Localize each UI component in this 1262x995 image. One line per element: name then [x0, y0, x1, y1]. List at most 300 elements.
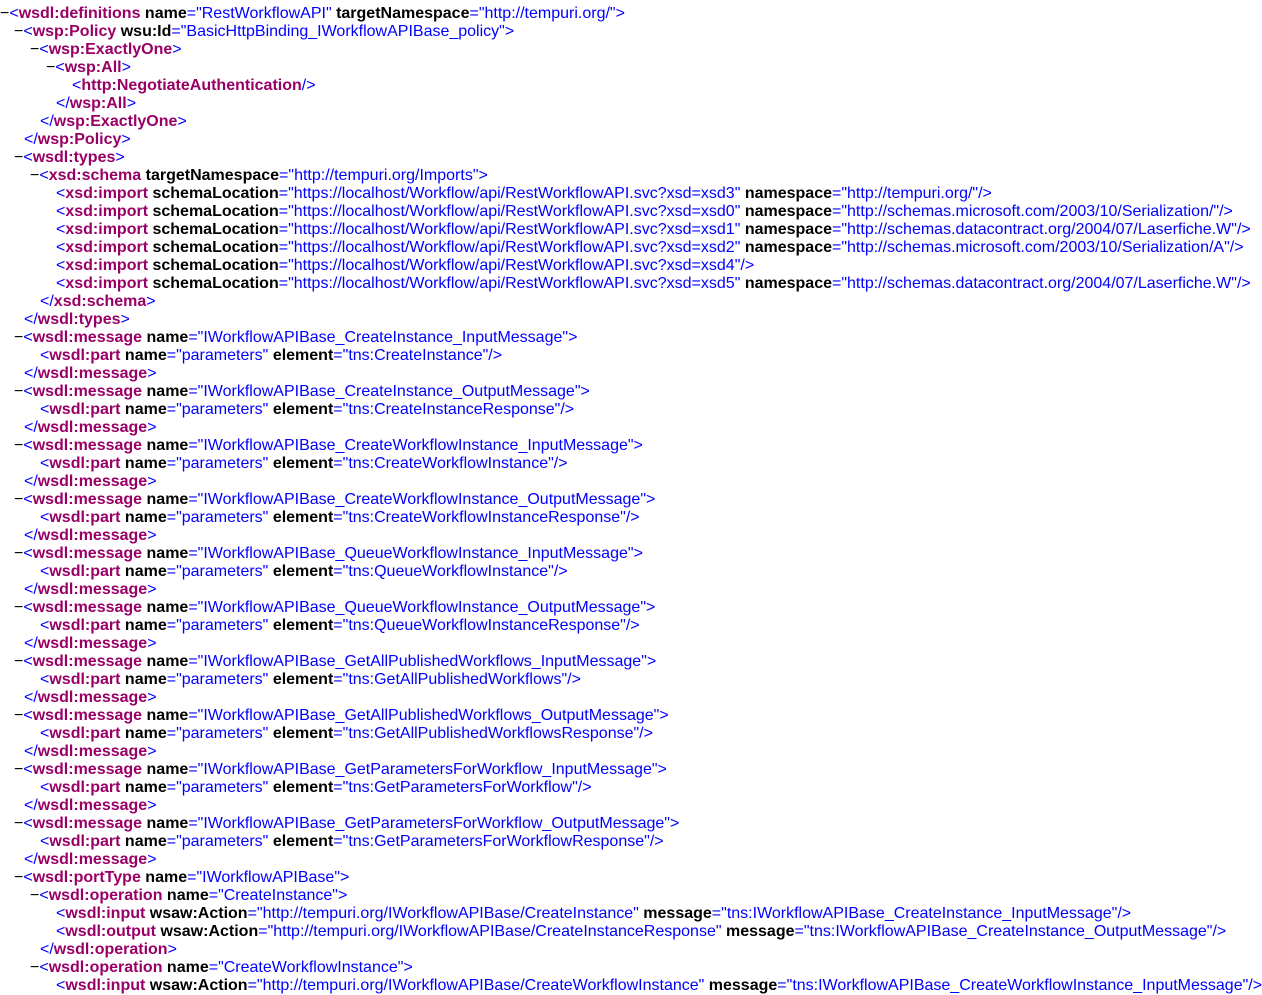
element-tag-name: wsp:ExactlyOne — [48, 41, 173, 58]
element-tag-name: wsdl:message — [37, 527, 148, 544]
attribute-value: http://tempuri.org/IWorkflowAPIBase/CreateInstanceResponse — [273, 923, 716, 940]
attribute-name: name — [124, 779, 167, 796]
attribute-name: element — [272, 617, 334, 634]
tag-open-bracket: </ — [24, 311, 38, 328]
xml-line — [0, 329, 1231, 347]
tag-open-bracket: </ — [24, 797, 38, 814]
attribute-quote: " — [574, 383, 581, 400]
attribute-value: parameters — [181, 347, 263, 364]
element-tag-name: xsd:schema — [53, 293, 147, 310]
attribute-equals: =" — [333, 617, 349, 634]
attribute-quote: " — [633, 725, 640, 742]
attribute-quote: " — [633, 905, 639, 922]
tag-close-bracket: > — [646, 491, 656, 508]
attribute-quote: " — [548, 455, 554, 472]
xml-line — [0, 275, 1251, 293]
attribute-equals: =" — [279, 167, 295, 184]
collapse-toggle-icon[interactable]: − — [14, 869, 24, 886]
xml-line — [0, 653, 1231, 671]
attribute-quote: " — [262, 401, 269, 418]
attribute-equals: =" — [278, 221, 294, 238]
attribute-equals: =" — [794, 923, 810, 940]
attribute-quote: " — [262, 617, 269, 634]
attribute-equals: =" — [247, 977, 263, 994]
xml-line — [0, 401, 1231, 419]
tag-open-bracket: < — [56, 905, 66, 922]
attribute-equals: =" — [188, 545, 204, 562]
tag-open-bracket: < — [56, 257, 66, 274]
element-tag-name: wsdl:definitions — [18, 5, 141, 22]
collapse-toggle-icon[interactable]: − — [14, 653, 24, 670]
attribute-name: name — [124, 401, 167, 418]
attribute-name: name — [146, 437, 189, 454]
attribute-equals: =" — [188, 761, 204, 778]
tag-open-bracket: < — [40, 347, 50, 364]
attribute-value: IWorkflowAPIBase — [202, 869, 335, 886]
element-tag-name: wsdl:message — [37, 365, 148, 382]
attribute-name: element — [272, 401, 334, 418]
attribute-value: tns:GetAllPublishedWorkflows — [348, 671, 562, 688]
attribute-name: element — [272, 725, 334, 742]
attribute-value: http://tempuri.org/ — [484, 5, 610, 22]
tag-close-bracket: > — [146, 293, 156, 310]
collapse-toggle-icon[interactable]: − — [0, 5, 10, 22]
attribute-equals: =" — [333, 779, 349, 796]
tag-open-bracket: < — [23, 149, 33, 166]
tag-close-bracket: /> — [1248, 977, 1262, 994]
xml-line — [0, 257, 1231, 275]
attribute-equals: =" — [208, 887, 224, 904]
attribute-name: element — [272, 347, 334, 364]
attribute-quote: " — [620, 509, 626, 526]
element-tag-name: wsdl:message — [37, 581, 148, 598]
attribute-name: element — [272, 833, 334, 850]
collapse-toggle-icon[interactable]: − — [14, 23, 24, 40]
attribute-value: tns:CreateWorkflowInstance — [348, 455, 549, 472]
element-tag-name: wsdl:input — [65, 977, 146, 994]
attribute-equals: =" — [166, 617, 182, 634]
attribute-equals: =" — [333, 455, 349, 472]
xml-line — [0, 725, 1231, 743]
attribute-name: schemaLocation — [152, 221, 279, 238]
attribute-quote: " — [1231, 275, 1237, 292]
attribute-equals: =" — [171, 23, 187, 40]
collapse-toggle-icon[interactable]: − — [14, 761, 24, 778]
attribute-name: name — [124, 509, 167, 526]
element-tag-name: wsdl:part — [49, 833, 121, 850]
tag-close-bracket: /> — [625, 617, 640, 634]
attribute-value: IWorkflowAPIBase_CreateWorkflowInstance_OutputMessage — [203, 491, 641, 508]
element-tag-name: wsdl:message — [32, 329, 143, 346]
attribute-name: namespace — [744, 221, 832, 238]
tag-close-bracket: > — [177, 113, 187, 130]
attribute-name: name — [146, 653, 189, 670]
xml-line — [0, 41, 1231, 59]
element-tag-name: wsdl:message — [32, 545, 143, 562]
attribute-equals: =" — [333, 563, 349, 580]
attribute-value: parameters — [181, 833, 263, 850]
tag-open-bracket: < — [23, 491, 33, 508]
tag-close-bracket: > — [478, 167, 488, 184]
tag-open-bracket: < — [39, 959, 49, 976]
attribute-equals: =" — [166, 509, 182, 526]
attribute-name: schemaLocation — [152, 239, 279, 256]
element-tag-name: wsdl:operation — [53, 941, 168, 958]
collapse-toggle-icon[interactable]: − — [30, 959, 40, 976]
attribute-name: schemaLocation — [152, 185, 279, 202]
attribute-equals: =" — [333, 671, 349, 688]
element-tag-name: xsd:import — [65, 239, 149, 256]
attribute-equals: =" — [278, 203, 294, 220]
tag-open-bracket: < — [23, 23, 33, 40]
xml-line — [0, 221, 1251, 239]
attribute-quote: " — [262, 347, 269, 364]
collapse-toggle-icon[interactable]: − — [30, 167, 40, 184]
attribute-name: element — [272, 563, 334, 580]
element-tag-name: wsdl:part — [49, 725, 121, 742]
xml-line — [0, 959, 1231, 977]
attribute-value: http://tempuri.org/IWorkflowAPIBase/CreateInstance — [262, 905, 634, 922]
attribute-quote: " — [262, 833, 269, 850]
attribute-equals: =" — [188, 599, 204, 616]
attribute-name: element — [272, 671, 334, 688]
xml-line — [0, 77, 1231, 95]
tag-open-bracket: </ — [40, 113, 54, 130]
element-tag-name: xsd:import — [65, 221, 149, 238]
attribute-value: tns:GetParametersForWorkflow — [348, 779, 573, 796]
attribute-equals: =" — [166, 779, 182, 796]
tag-close-bracket: > — [147, 851, 157, 868]
attribute-equals: =" — [166, 347, 182, 364]
collapse-toggle-icon[interactable]: − — [14, 599, 24, 616]
xml-line — [0, 545, 1231, 563]
tag-open-bracket: </ — [24, 851, 38, 868]
xml-line — [0, 419, 1231, 437]
element-tag-name: wsdl:part — [49, 509, 121, 526]
collapse-toggle-icon[interactable]: − — [14, 707, 24, 724]
attribute-value: tns:CreateWorkflowInstanceResponse — [348, 509, 621, 526]
attribute-equals: =" — [188, 329, 204, 346]
attribute-name: targetNamespace — [336, 5, 470, 22]
tag-open-bracket: < — [56, 977, 66, 994]
attribute-equals: =" — [166, 563, 182, 580]
attribute-name: namespace — [744, 185, 832, 202]
attribute-value: IWorkflowAPIBase_CreateWorkflowInstance_InputMessage — [203, 437, 628, 454]
attribute-value: BasicHttpBinding_IWorkflowAPIBase_policy — [186, 23, 500, 40]
tag-close-bracket: /> — [1117, 905, 1132, 922]
attribute-quote: " — [262, 455, 269, 472]
tag-open-bracket: < — [40, 455, 50, 472]
attribute-value: https://localhost/Workflow/api/RestWorkflowAPI.svc?xsd=xsd3 — [293, 185, 735, 202]
element-tag-name: xsd:import — [65, 257, 149, 274]
tag-close-bracket: > — [633, 437, 643, 454]
xml-line — [0, 707, 1231, 725]
tag-open-bracket: < — [55, 59, 65, 76]
attribute-quote: " — [734, 221, 741, 238]
attribute-equals: =" — [187, 869, 203, 886]
tag-open-bracket: </ — [24, 527, 38, 544]
attribute-name: wsu:Id — [120, 23, 172, 40]
attribute-name: schemaLocation — [152, 257, 279, 274]
attribute-name: element — [272, 509, 334, 526]
element-tag-name: wsdl:types — [32, 149, 116, 166]
attribute-equals: =" — [247, 905, 263, 922]
collapse-toggle-icon[interactable]: − — [14, 383, 24, 400]
element-tag-name: wsdl:message — [37, 851, 148, 868]
attribute-name: name — [166, 887, 209, 904]
element-tag-name: wsdl:types — [37, 311, 121, 328]
attribute-value: https://localhost/Workflow/api/RestWorkflowAPI.svc?xsd=xsd1 — [293, 221, 735, 238]
tag-close-bracket: > — [646, 599, 656, 616]
tag-close-bracket: /> — [740, 257, 755, 274]
tag-open-bracket: < — [9, 5, 19, 22]
tag-open-bracket: < — [40, 779, 50, 796]
attribute-equals: =" — [166, 725, 182, 742]
element-tag-name: wsdl:message — [37, 797, 148, 814]
attribute-name: message — [708, 977, 778, 994]
element-tag-name: wsdl:message — [37, 689, 148, 706]
xml-line — [0, 473, 1231, 491]
tag-open-bracket: < — [40, 401, 50, 418]
attribute-value: parameters — [181, 455, 263, 472]
xml-line — [0, 977, 1262, 995]
tag-open-bracket: < — [40, 725, 50, 742]
collapse-toggle-icon[interactable]: − — [46, 59, 56, 76]
collapse-toggle-icon[interactable]: − — [30, 41, 40, 58]
xml-line — [0, 527, 1231, 545]
element-tag-name: wsdl:message — [37, 743, 148, 760]
collapse-toggle-icon[interactable]: − — [14, 329, 24, 346]
tag-close-bracket: > — [121, 59, 131, 76]
attribute-quote: " — [1242, 977, 1249, 994]
xml-line — [0, 185, 1231, 203]
tag-close-bracket: /> — [1229, 239, 1244, 256]
attribute-value: http://schemas.datacontract.org/2004/07/Laserfiche.W — [847, 275, 1232, 292]
attribute-value: IWorkflowAPIBase_QueueWorkflowInstance_InputMessage — [203, 545, 628, 562]
xml-line — [0, 689, 1231, 707]
element-tag-name: wsdl:message — [32, 383, 143, 400]
xml-line — [0, 779, 1231, 797]
tag-close-bracket: > — [633, 545, 643, 562]
attribute-quote: " — [499, 23, 505, 40]
collapse-toggle-icon[interactable]: − — [30, 887, 40, 904]
attribute-equals: =" — [777, 977, 793, 994]
attribute-value: parameters — [181, 779, 263, 796]
tag-close-bracket: /> — [1236, 221, 1251, 238]
attribute-name: name — [146, 491, 189, 508]
attribute-value: parameters — [181, 725, 263, 742]
attribute-quote: " — [641, 653, 647, 670]
xml-line — [0, 5, 1231, 23]
tag-close-bracket: > — [172, 41, 182, 58]
tag-open-bracket: </ — [24, 635, 38, 652]
tag-close-bracket: > — [121, 131, 131, 148]
tag-close-bracket: > — [657, 761, 667, 778]
attribute-name: name — [144, 5, 187, 22]
xml-line — [0, 239, 1244, 257]
attribute-value: IWorkflowAPIBase_GetAllPublishedWorkflows_InputMessage — [203, 653, 642, 670]
tag-close-bracket: > — [147, 581, 157, 598]
attribute-name: message — [643, 905, 712, 922]
tag-open-bracket: </ — [40, 941, 54, 958]
element-tag-name: wsdl:part — [49, 401, 121, 418]
attribute-value: IWorkflowAPIBase_GetAllPublishedWorkflows_OutputMessage — [203, 707, 654, 724]
attribute-equals: =" — [333, 347, 349, 364]
attribute-quote: " — [262, 563, 269, 580]
xml-line — [0, 293, 1231, 311]
attribute-quote: " — [620, 617, 626, 634]
tag-close-bracket: > — [147, 743, 157, 760]
element-tag-name: wsdl:portType — [32, 869, 141, 886]
attribute-equals: =" — [166, 401, 182, 418]
tag-open-bracket: </ — [24, 473, 38, 490]
element-tag-name: wsdl:message — [37, 419, 148, 436]
attribute-quote: " — [698, 977, 705, 994]
tag-open-bracket: < — [56, 923, 66, 940]
xml-line — [0, 797, 1231, 815]
tag-close-bracket: > — [580, 383, 590, 400]
attribute-name: name — [124, 833, 167, 850]
attribute-value: CreateWorkflowInstance — [223, 959, 398, 976]
attribute-value: http://tempuri.org/IWorkflowAPIBase/CreateWorkflowInstance — [262, 977, 699, 994]
tag-open-bracket: </ — [40, 293, 54, 310]
element-tag-name: wsdl:input — [65, 905, 146, 922]
tag-close-bracket: > — [147, 473, 157, 490]
attribute-equals: =" — [166, 455, 182, 472]
element-tag-name: wsdl:message — [32, 599, 143, 616]
attribute-name: name — [124, 347, 167, 364]
attribute-value: tns:IWorkflowAPIBase_CreateInstance_OutputMessage — [809, 923, 1207, 940]
attribute-name: name — [124, 617, 167, 634]
tag-open-bracket: < — [56, 203, 66, 220]
attribute-quote: " — [332, 887, 338, 904]
attribute-value: IWorkflowAPIBase_GetParametersForWorkflow_OutputMessage — [203, 815, 665, 832]
attribute-name: name — [146, 599, 189, 616]
tag-close-bracket: /> — [1219, 203, 1233, 220]
tag-open-bracket: < — [40, 833, 50, 850]
tag-close-bracket: > — [120, 311, 130, 328]
attribute-quote: " — [715, 923, 722, 940]
xml-line — [0, 743, 1231, 761]
collapse-toggle-icon[interactable]: − — [14, 491, 24, 508]
attribute-value: tns:GetAllPublishedWorkflowsResponse — [348, 725, 634, 742]
attribute-quote: " — [734, 239, 741, 256]
xml-line — [0, 563, 1231, 581]
tag-close-bracket: > — [147, 635, 157, 652]
xml-line — [0, 365, 1231, 383]
tag-open-bracket: < — [23, 437, 33, 454]
element-tag-name: wsdl:message — [37, 635, 148, 652]
attribute-value: https://localhost/Workflow/api/RestWorkflowAPI.svc?xsd=xsd5 — [293, 275, 735, 292]
attribute-value: tns:CreateInstance — [348, 347, 483, 364]
attribute-equals: =" — [333, 509, 349, 526]
tag-close-bracket: /> — [1236, 275, 1251, 292]
element-tag-name: xsd:import — [65, 185, 149, 202]
attribute-value: IWorkflowAPIBase_CreateInstance_InputMessage — [203, 329, 563, 346]
attribute-quote: " — [1206, 923, 1213, 940]
attribute-name: namespace — [744, 203, 832, 220]
collapse-toggle-icon[interactable]: − — [14, 545, 24, 562]
collapse-toggle-icon[interactable]: − — [14, 815, 24, 832]
attribute-equals: =" — [832, 203, 848, 220]
tag-close-bracket: > — [147, 527, 157, 544]
tag-open-bracket: </ — [24, 743, 38, 760]
attribute-name: namespace — [744, 275, 832, 292]
attribute-name: name — [146, 815, 189, 832]
xml-line — [0, 95, 1231, 113]
attribute-equals: =" — [278, 275, 294, 292]
xml-line — [0, 455, 1231, 473]
attribute-name: name — [146, 545, 189, 562]
xml-line — [0, 617, 1231, 635]
attribute-name: targetNamespace — [145, 167, 280, 184]
attribute-value: CreateInstance — [223, 887, 333, 904]
attribute-quote: " — [640, 599, 647, 616]
attribute-equals: =" — [208, 959, 224, 976]
attribute-quote: " — [627, 545, 634, 562]
attribute-quote: " — [1224, 239, 1230, 256]
xml-line — [0, 869, 1231, 887]
attribute-quote: " — [627, 437, 634, 454]
attribute-name: name — [146, 329, 189, 346]
attribute-equals: =" — [186, 5, 202, 22]
xml-line — [0, 491, 1231, 509]
tag-open-bracket: < — [39, 887, 49, 904]
tag-open-bracket: < — [40, 671, 50, 688]
tag-close-bracket: /> — [978, 185, 992, 202]
attribute-equals: =" — [188, 383, 204, 400]
tag-close-bracket: /> — [639, 725, 653, 742]
attribute-value: tns:QueueWorkflowInstanceResponse — [348, 617, 621, 634]
tag-close-bracket: /> — [577, 779, 592, 796]
attribute-value: RestWorkflowAPI — [201, 5, 326, 22]
xml-line — [0, 311, 1231, 329]
xml-line — [0, 113, 1231, 131]
attribute-equals: =" — [278, 257, 294, 274]
attribute-equals: =" — [832, 221, 848, 238]
element-tag-name: wsp:All — [64, 59, 122, 76]
element-tag-name: wsdl:part — [49, 617, 121, 634]
element-tag-name: wsdl:part — [49, 455, 121, 472]
collapse-toggle-icon[interactable]: − — [14, 149, 24, 166]
xml-line — [0, 131, 1231, 149]
tag-open-bracket: < — [56, 239, 66, 256]
xml-line — [0, 23, 1231, 41]
element-tag-name: wsdl:part — [49, 347, 121, 364]
tag-close-bracket: /> — [553, 455, 568, 472]
attribute-quote: " — [561, 671, 568, 688]
attribute-value: http://tempuri.org/Imports — [294, 167, 473, 184]
tag-open-bracket: < — [40, 563, 50, 580]
tag-open-bracket: < — [23, 653, 33, 670]
element-tag-name: wsdl:message — [32, 491, 143, 508]
element-tag-name: wsdl:output — [65, 923, 156, 940]
element-tag-name: wsdl:message — [32, 815, 143, 832]
tag-close-bracket: /> — [488, 347, 503, 364]
tag-close-bracket: > — [337, 887, 348, 904]
element-tag-name: xsd:schema — [48, 167, 142, 184]
attribute-value: https://localhost/Workflow/api/RestWorkflowAPI.svc?xsd=xsd4 — [293, 257, 735, 274]
attribute-value: tns:IWorkflowAPIBase_CreateWorkflowInstance_InputMessage — [792, 977, 1243, 994]
tag-open-bracket: < — [23, 761, 33, 778]
attribute-equals: =" — [333, 833, 349, 850]
collapse-toggle-icon[interactable]: − — [14, 437, 24, 454]
tag-open-bracket: </ — [24, 365, 38, 382]
tag-close-bracket: > — [126, 95, 137, 112]
tag-open-bracket: < — [23, 383, 33, 400]
xml-line — [0, 887, 1231, 905]
attribute-name: name — [146, 761, 189, 778]
